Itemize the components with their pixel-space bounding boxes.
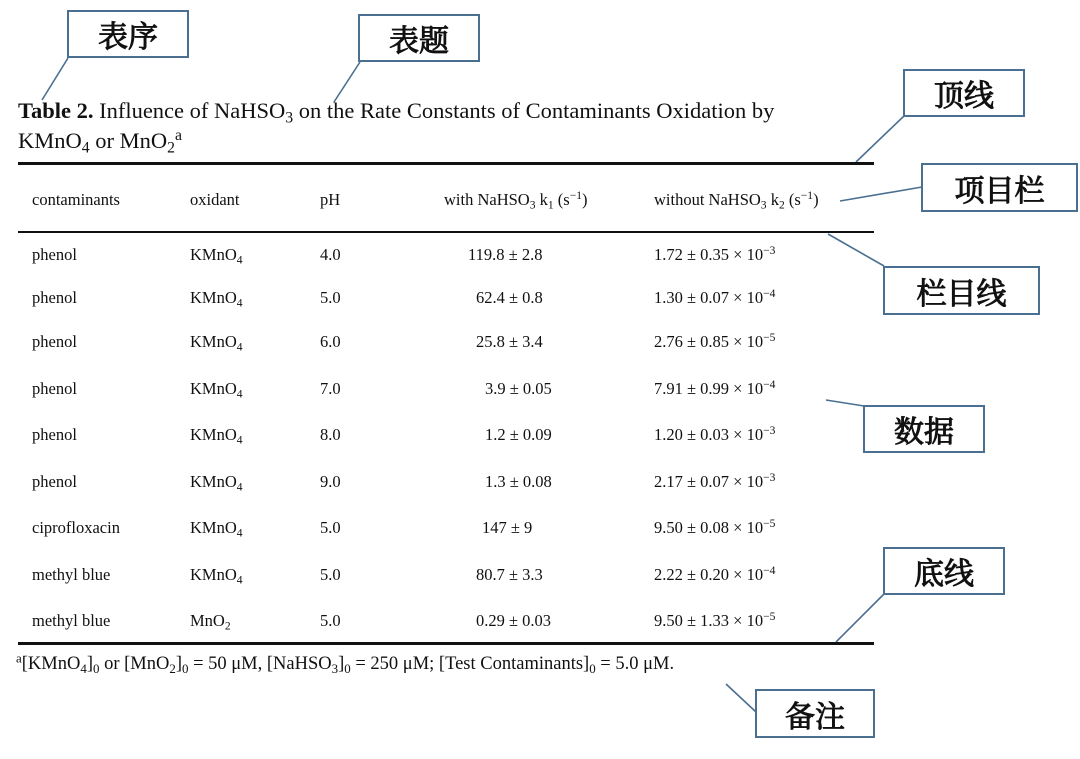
cell-k2: $2.22 \pm 0.20 \times 10^{-4}$ [654, 565, 776, 584]
cell-ph: 6.0 [320, 332, 341, 351]
cell-contaminant: methyl blue [32, 611, 111, 630]
annotation-header-rule: 栏目线 [883, 266, 1040, 315]
cell-k2: $9.50 \pm 1.33 \times 10^{-5}$ [654, 611, 776, 630]
cell-k2: $7.91 \pm 0.99 \times 10^{-4}$ [654, 379, 776, 398]
cell-ph: 5.0 [320, 565, 341, 584]
cell-contaminant: methyl blue [32, 565, 111, 584]
header-rule [18, 231, 874, 233]
table-title-part: Influence of NaHSO [93, 98, 286, 123]
cell-ph: 5.0 [320, 288, 341, 307]
cell-oxidant: KMnO$_4$ [190, 425, 243, 447]
cell-k2: $1.72 \pm 0.35 \times 10^{-3}$ [654, 245, 776, 264]
cell-contaminant: phenol [32, 472, 77, 491]
leader-bottom-rule [836, 594, 884, 642]
header-k2: without NaHSO$_3$ $k_2$ $(s^{-1})$ [654, 190, 819, 212]
cell-k2: $9.50 \pm 0.08 \times 10^{-5}$ [654, 518, 776, 537]
cell-k1: 147 ± 9 [482, 518, 533, 537]
header-k1: with NaHSO$_3$ $k_1$ $(s^{-1})$ [444, 190, 588, 212]
cell-contaminant: ciprofloxacin [32, 518, 120, 537]
cell-oxidant: MnO$_2$ [190, 611, 231, 633]
cell-k2: $1.30 \pm 0.07 \times 10^{-4}$ [654, 288, 776, 307]
cell-k2: $2.76 \pm 0.85 \times 10^{-5}$ [654, 332, 776, 351]
cell-oxidant: KMnO$_4$ [190, 332, 243, 354]
table-footnote: $^a[KMnO_4]_0$ or $[MnO_2]_0 = 50$ μM, $[NaHSO_3]_0 = 250$ μM; [Test $Contaminants]_0 = 5.0$ μM. [16, 650, 675, 676]
annotation-header-row: 项目栏 [921, 163, 1078, 212]
annotation-table-number: 表序 [67, 10, 189, 58]
cell-ph: 9.0 [320, 472, 341, 491]
cell-k1: 0.29 ± 0.03 [476, 611, 552, 630]
leader-header-row [840, 187, 922, 201]
cell-k1: 25.8 ± 3.4 [476, 332, 543, 351]
annotation-table-title: 表题 [358, 14, 480, 62]
annotation-note: 备注 [755, 689, 875, 738]
annotation-top-rule: 顶线 [903, 69, 1025, 117]
cell-oxidant: KMnO$_4$ [190, 245, 243, 267]
cell-oxidant: KMnO$_4$ [190, 288, 243, 310]
cell-oxidant: KMnO$_4$ [190, 565, 243, 587]
cell-oxidant: KMnO$_4$ [190, 472, 243, 494]
cell-ph: 5.0 [320, 518, 341, 537]
annotation-data: 数据 [863, 405, 985, 453]
cell-ph: 5.0 [320, 611, 341, 630]
cell-oxidant: KMnO$_4$ [190, 518, 243, 540]
cell-k1: 119.8 ± 2.8 [468, 245, 543, 264]
leader-table-number [42, 58, 68, 100]
cell-ph: 4.0 [320, 245, 341, 264]
cell-contaminant: phenol [32, 425, 77, 444]
cell-k1: 1.3 ± 0.08 [485, 472, 552, 491]
header-ph: pH [320, 190, 341, 209]
cell-k1: 1.2 ± 0.09 [485, 425, 552, 444]
header-contaminants: contaminants [32, 190, 120, 209]
cell-ph: 8.0 [320, 425, 341, 444]
cell-k1: 3.9 ± 0.05 [485, 379, 552, 398]
cell-contaminant: phenol [32, 288, 77, 307]
leader-data [826, 400, 864, 406]
cell-contaminant: phenol [32, 245, 77, 264]
bottom-rule [18, 642, 874, 645]
cell-k1: 62.4 ± 0.8 [476, 288, 543, 307]
cell-k2: $2.17 \pm 0.07 \times 10^{-3}$ [654, 472, 776, 491]
cell-contaminant: phenol [32, 332, 77, 351]
cell-k2: $1.20 \pm 0.03 \times 10^{-3}$ [654, 425, 776, 444]
annotation-bottom-rule: 底线 [883, 547, 1005, 595]
leader-header-rule [828, 234, 884, 266]
top-rule [18, 162, 874, 165]
leader-note [726, 684, 756, 712]
cell-oxidant: KMnO$_4$ [190, 379, 243, 401]
header-oxidant: oxidant [190, 190, 240, 209]
table-caption: Table 2. Influence of NaHSO$_3$ on the Rate Constants of Contaminants Oxidation by KMnO$_4$ or MnO$_2^a$ [18, 98, 775, 157]
cell-ph: 7.0 [320, 379, 341, 398]
cell-k1: 80.7 ± 3.3 [476, 565, 543, 584]
cell-contaminant: phenol [32, 379, 77, 398]
table-number: Table 2. [18, 98, 94, 123]
